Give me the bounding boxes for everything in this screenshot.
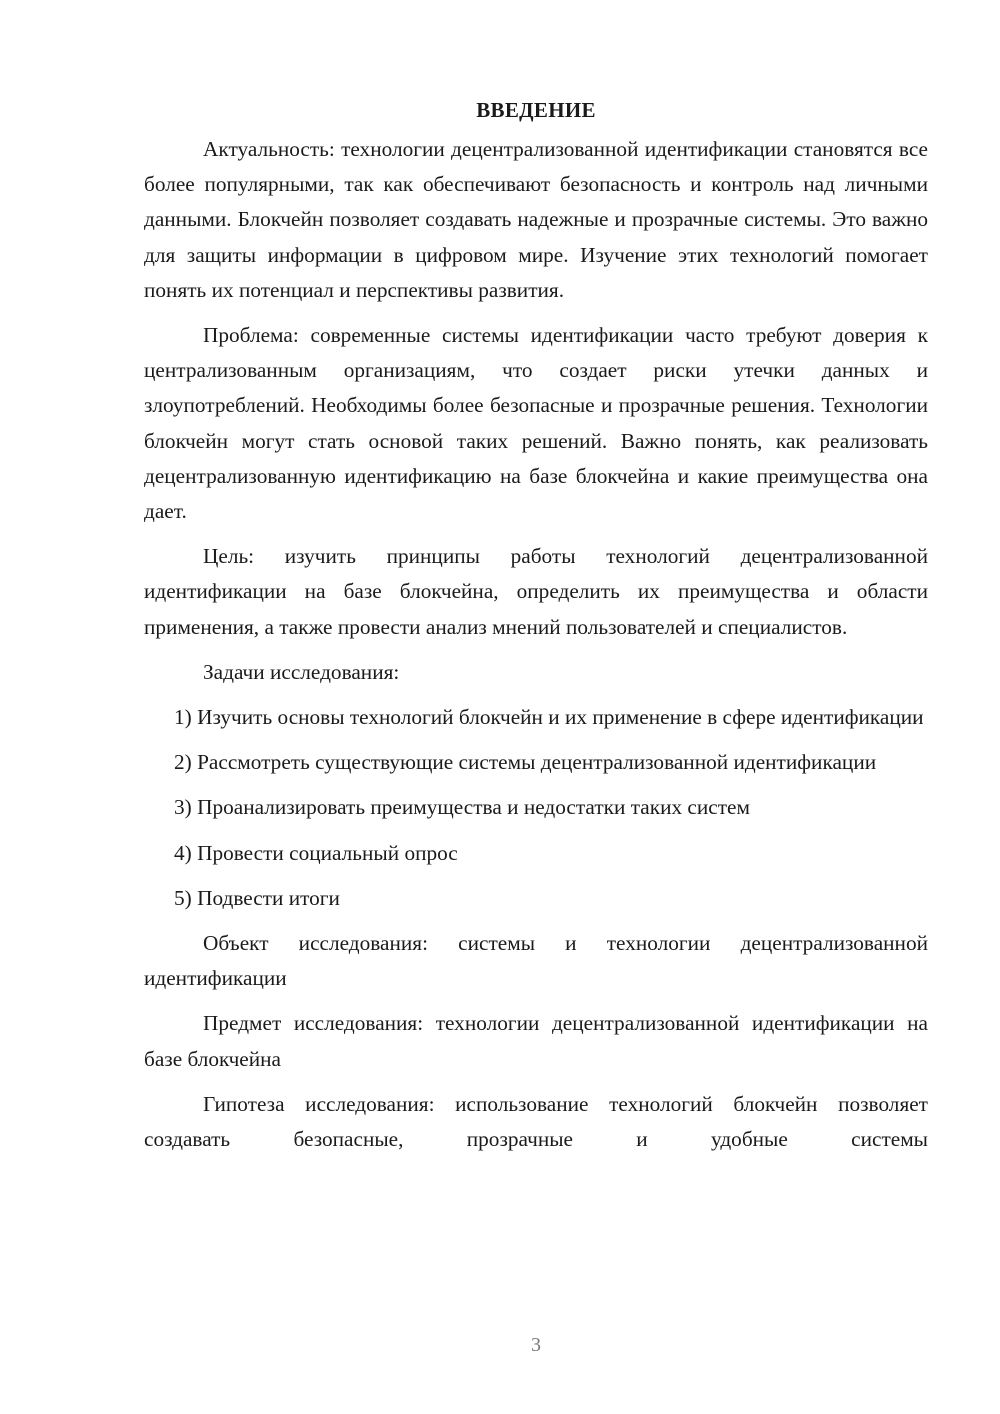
list-item: 5) Подвести итоги xyxy=(174,885,340,910)
document-page xyxy=(144,92,928,1167)
page-title: ВВЕДЕНИЕ xyxy=(476,98,596,122)
tasks-list xyxy=(144,700,928,916)
tasks-title: Задачи исследования: xyxy=(203,659,400,684)
page-number: 3 xyxy=(531,1334,541,1356)
paragraph-relevance: Актуальность: технологии децентрализованной идентификации становятся все более популярными, так как обеспечивают безопасность и контроль над личными данными. Блокчейн позволяет создавать надежные и прозрачные системы. Это важно для защиты информации в цифровом мире. Изучение этих технологий помогает понять их потенциал и перспективы развития. xyxy=(144,137,928,302)
paragraph-hypothesis: Гипотеза исследования: использование технологий блокчейн позволяет создавать безопасные, прозрачные и удобные системы xyxy=(144,1091,928,1152)
list-item: 2) Рассмотреть существующие системы децентрализованной идентификации xyxy=(174,750,877,775)
list-item: 3) Проанализировать преимущества и недостатки таких систем xyxy=(174,795,750,820)
list-item: 1) Изучить основы технологий блокчейн и их применение в сфере идентификации xyxy=(174,705,924,730)
paragraph-object: Объект исследования: системы и технологии децентрализованной идентификации xyxy=(144,931,928,991)
paragraph-subject: Предмет исследования: технологии децентрализованной идентификации на базе блокчейна xyxy=(144,1011,928,1071)
paragraph-goal: Цель: изучить принципы работы технологий децентрализованной идентификации на базе блокчейна, определить их преимущества и области применения, а также провести анализ мнений пользователей и специалистов. xyxy=(144,544,928,639)
paragraph-problem: Проблема: современные системы идентификации часто требуют доверия к централизованным организациям, что создает риски утечки данных и злоупотреблений. Необходимы более безопасные и прозрачные решения. Технологии блокчейн могут стать основой таких решений. Важно понять, как реализовать децентрализованную идентификацию на базе блокчейна и какие преимущества она дает. xyxy=(144,323,928,524)
list-item: 4) Провести социальный опрос xyxy=(174,840,458,865)
